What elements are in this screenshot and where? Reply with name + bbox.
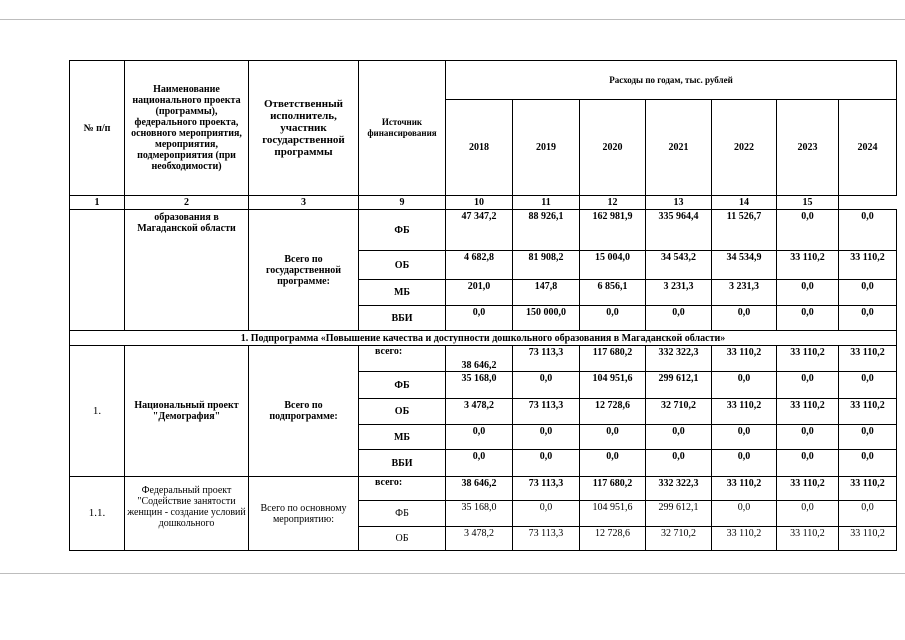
year-2022: 2022	[712, 100, 777, 196]
source-cell: ФБ	[359, 501, 446, 527]
source-cell: ОБ	[359, 527, 446, 551]
value-cell: 3 478,2	[446, 527, 513, 551]
year-2019: 2019	[513, 100, 580, 196]
value-cell: 33 110,2	[839, 346, 897, 372]
value-cell: 0,0	[712, 501, 777, 527]
value-cell: 88 926,1	[513, 210, 580, 251]
block3-name: Федеральный проект "Содействие занятости женщин - создание условий дошкольного	[125, 477, 249, 551]
value-cell: 33 110,2	[777, 399, 839, 425]
source-cell: МБ	[359, 425, 446, 450]
value-cell: 38 646,2	[446, 346, 513, 372]
source-cell: ФБ	[359, 210, 446, 251]
col-num: 15	[777, 196, 839, 210]
value-cell: 0,0	[646, 425, 712, 450]
header-expenses: Расходы по годам, тыс. рублей	[446, 61, 897, 100]
header-executor: Ответственный исполнитель, участник государственной программы	[249, 61, 359, 196]
value-cell: 0,0	[580, 306, 646, 331]
value-cell: 332 322,3	[646, 477, 712, 501]
value-cell: 33 110,2	[839, 251, 897, 280]
value-cell: 33 110,2	[712, 477, 777, 501]
value-cell: 117 680,2	[580, 477, 646, 501]
value-cell: 12 728,6	[580, 399, 646, 425]
budget-table	[69, 60, 897, 551]
value-cell: 0,0	[712, 306, 777, 331]
source-cell: ФБ	[359, 372, 446, 399]
value-cell: 33 110,2	[777, 346, 839, 372]
header-source: Источник финансирования	[359, 61, 446, 196]
subprogram-title: 1. Подпрограмма «Повышение качества и доступности дошкольного образования в Магаданской области»	[70, 331, 897, 346]
value-cell: 3 478,2	[446, 399, 513, 425]
header-num: № п/п	[70, 61, 125, 196]
header-name: Наименование национального проекта (программы), федерального проекта, основного мероприятия, мероприятия, подмероприятия (при необходимости)	[125, 61, 249, 196]
block1-executor: Всего по государственной программе:	[249, 210, 359, 331]
value-cell: 38 646,2	[446, 477, 513, 501]
col-num: 1	[70, 196, 125, 210]
value-cell: 34 534,9	[712, 251, 777, 280]
value-cell: 335 964,4	[646, 210, 712, 251]
source-cell: ОБ	[359, 251, 446, 280]
bottom-rule	[0, 573, 905, 574]
block3-num: 1.1.	[70, 477, 125, 551]
source-cell: МБ	[359, 280, 446, 306]
value-cell: 33 110,2	[839, 399, 897, 425]
value-cell: 104 951,6	[580, 501, 646, 527]
value-cell: 332 322,3	[646, 346, 712, 372]
value-cell: 0,0	[839, 306, 897, 331]
value-cell: 73 113,3	[513, 477, 580, 501]
value-cell: 0,0	[513, 372, 580, 399]
year-2021: 2021	[646, 100, 712, 196]
value-cell: 73 113,3	[513, 527, 580, 551]
value-cell: 33 110,2	[712, 346, 777, 372]
value-cell: 201,0	[446, 280, 513, 306]
year-2018: 2018	[446, 100, 513, 196]
block2-num: 1.	[70, 346, 125, 477]
value-cell: 35 168,0	[446, 372, 513, 399]
value-cell: 34 543,2	[646, 251, 712, 280]
value-cell: 0,0	[513, 425, 580, 450]
value-cell: 33 110,2	[777, 527, 839, 551]
value-cell: 73 113,3	[513, 346, 580, 372]
value-cell: 0,0	[777, 450, 839, 477]
col-num: 2	[125, 196, 249, 210]
value-cell: 33 110,2	[839, 527, 897, 551]
value-cell: 0,0	[777, 210, 839, 251]
source-cell: всего:	[359, 477, 446, 501]
year-2020: 2020	[580, 100, 646, 196]
value-cell: 11 526,7	[712, 210, 777, 251]
value-cell: 0,0	[646, 306, 712, 331]
value-cell: 0,0	[839, 450, 897, 477]
value-cell: 0,0	[513, 450, 580, 477]
value-cell: 299 612,1	[646, 372, 712, 399]
value-cell: 117 680,2	[580, 346, 646, 372]
value-cell: 0,0	[777, 306, 839, 331]
block1-num	[70, 210, 125, 331]
value-cell: 299 612,1	[646, 501, 712, 527]
value-cell: 0,0	[777, 372, 839, 399]
value-cell: 0,0	[446, 306, 513, 331]
value-cell: 33 110,2	[777, 251, 839, 280]
value-cell: 32 710,2	[646, 527, 712, 551]
block3-executor: Всего по основному мероприятию:	[249, 477, 359, 551]
value-cell: 81 908,2	[513, 251, 580, 280]
value-cell: 73 113,3	[513, 399, 580, 425]
value-cell: 3 231,3	[712, 280, 777, 306]
value-cell: 0,0	[712, 425, 777, 450]
source-cell: всего:	[359, 346, 446, 372]
value-cell: 104 951,6	[580, 372, 646, 399]
col-num: 10	[446, 196, 513, 210]
year-2024: 2024	[839, 100, 897, 196]
value-cell: 15 004,0	[580, 251, 646, 280]
value-cell: 33 110,2	[839, 477, 897, 501]
value-cell: 0,0	[777, 425, 839, 450]
value-cell: 35 168,0	[446, 501, 513, 527]
col-num: 12	[580, 196, 646, 210]
source-cell: ВБИ	[359, 306, 446, 331]
block2-executor: Всего по подпрограмме:	[249, 346, 359, 477]
value-cell: 0,0	[580, 450, 646, 477]
value-cell: 0,0	[712, 372, 777, 399]
value-cell: 0,0	[839, 501, 897, 527]
value-cell: 12 728,6	[580, 527, 646, 551]
col-num: 11	[513, 196, 580, 210]
value-cell: 0,0	[777, 501, 839, 527]
value-cell: 33 110,2	[777, 477, 839, 501]
source-cell: ОБ	[359, 399, 446, 425]
value-cell: 0,0	[839, 372, 897, 399]
year-2023: 2023	[777, 100, 839, 196]
value-cell: 147,8	[513, 280, 580, 306]
value-cell: 0,0	[839, 425, 897, 450]
value-cell: 0,0	[839, 280, 897, 306]
col-num: 14	[712, 196, 777, 210]
source-cell: ВБИ	[359, 450, 446, 477]
value-cell: 32 710,2	[646, 399, 712, 425]
col-num: 13	[646, 196, 712, 210]
value-cell: 33 110,2	[712, 399, 777, 425]
value-cell: 0,0	[580, 425, 646, 450]
value-cell: 4 682,8	[446, 251, 513, 280]
col-num: 3	[249, 196, 359, 210]
value-cell: 47 347,2	[446, 210, 513, 251]
block1-name: образования в Магаданской области	[125, 210, 249, 331]
value-cell: 3 231,3	[646, 280, 712, 306]
value-cell: 150 000,0	[513, 306, 580, 331]
value-cell: 6 856,1	[580, 280, 646, 306]
top-rule	[0, 19, 905, 20]
value-cell: 162 981,9	[580, 210, 646, 251]
value-cell: 0,0	[446, 450, 513, 477]
block2-name: Национальный проект "Демография"	[125, 346, 249, 477]
value-cell: 33 110,2	[712, 527, 777, 551]
value-cell: 0,0	[839, 210, 897, 251]
col-num: 9	[359, 196, 446, 210]
value-cell: 0,0	[712, 450, 777, 477]
value-cell: 0,0	[513, 501, 580, 527]
value-cell: 0,0	[777, 280, 839, 306]
value-cell: 0,0	[646, 450, 712, 477]
value-cell: 0,0	[446, 425, 513, 450]
